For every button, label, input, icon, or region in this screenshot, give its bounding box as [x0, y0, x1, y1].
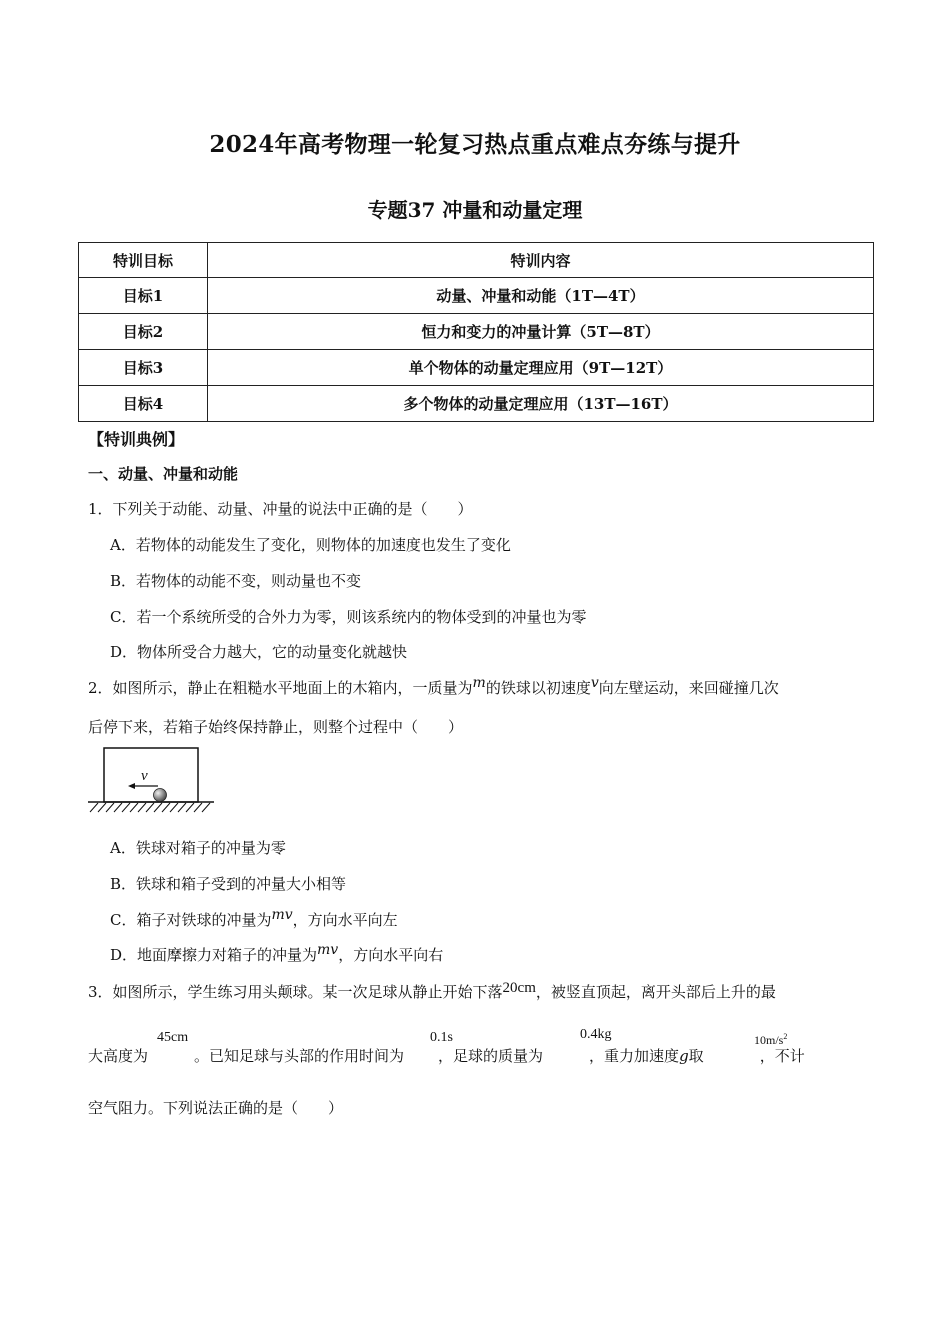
question-3-text: 取	[688, 1047, 704, 1065]
gravity-value	[754, 1032, 787, 1048]
table-row	[79, 278, 874, 314]
question-2-text: 向左壁运动，来回碰撞几次	[598, 679, 779, 697]
question-2-option-b: B．铁球和箱子受到的冲量大小相等	[110, 875, 347, 893]
question-3-text: 。已知足球与头部的作用时间为	[194, 1047, 405, 1065]
question-2-text: 2．如图所示，静止在粗糙水平地面上的木箱内，一质量为	[88, 679, 473, 697]
document-title: 2024年高考物理一轮复习热点重点难点夯练与提升	[209, 131, 741, 158]
table-cell: 目标4	[79, 386, 208, 422]
question-1-option-a: A．若物体的动能发生了变化，则物体的加速度也发生了变化	[110, 536, 511, 554]
ball-mass: 0.4kg	[580, 1027, 612, 1042]
question-1-option-c: C．若一个系统所受的合外力为零，则该系统内的物体受到的冲量也为零	[110, 608, 587, 626]
velocity-symbol: v	[590, 675, 599, 691]
gravity-exponent: 2	[783, 1032, 788, 1041]
table-cell: 目标1	[79, 278, 208, 314]
section-heading: 【特训典例】	[88, 430, 185, 449]
question-3-line-1	[88, 981, 776, 1002]
question-3-line-3: 空气阻力。下列说法正确的是（ ）	[88, 1099, 344, 1117]
question-1-option-b: B．若物体的动能不变，则动量也不变	[110, 572, 362, 590]
table-cell: 动量、冲量和动能（1T—4T）	[208, 278, 874, 314]
table-row	[79, 314, 874, 350]
question-2-option-d	[110, 944, 443, 965]
drop-height: 20cm	[502, 980, 536, 996]
question-3-text: ，被竖直顶起，离开头部后上升的最	[535, 983, 776, 1001]
question-3-text: ，足球的质量为	[438, 1047, 544, 1065]
gravity-symbol: g	[679, 1047, 689, 1065]
contact-time: 0.1s	[430, 1030, 453, 1045]
ground-hatching	[90, 803, 210, 812]
table-cell: 目标2	[79, 314, 208, 350]
gravity-value-text: 10m/s	[754, 1033, 784, 1047]
table-row	[79, 386, 874, 422]
question-2-line-1	[88, 677, 779, 698]
table-header-cell: 特训内容	[208, 243, 874, 278]
question-2-text: 的铁球以初速度	[485, 679, 591, 697]
momentum-expression: mv	[317, 942, 339, 958]
table-cell: 目标3	[79, 350, 208, 386]
iron-ball	[154, 789, 167, 802]
option-text: C．箱子对铁球的冲量为	[110, 911, 272, 929]
section-title: 一、动量、冲量和动能	[88, 465, 239, 483]
box-ball-figure	[86, 746, 216, 816]
momentum-expression: mv	[271, 907, 293, 923]
goals-table	[78, 242, 874, 422]
table-row	[79, 350, 874, 386]
mass-symbol: m	[472, 675, 486, 691]
option-text: D．地面摩擦力对箱子的冲量为	[110, 946, 318, 964]
table-header-row	[79, 243, 874, 278]
question-3-text: 3．如图所示，学生练习用头颠球。某一次足球从静止开始下落	[88, 983, 503, 1001]
question-1-option-d: D．物体所受合力越大，它的动量变化就越快	[110, 643, 408, 661]
question-3-text: ，不计	[759, 1047, 805, 1065]
rise-height: 45cm	[157, 1030, 189, 1045]
wooden-box	[104, 748, 198, 802]
question-3-text: 大高度为	[88, 1047, 149, 1065]
option-text: ，方向水平向右	[338, 946, 444, 964]
question-3-text: ，重力加速度	[589, 1047, 680, 1065]
table-cell: 恒力和变力的冲量计算（5T—8T）	[208, 314, 874, 350]
arrow-head-icon	[128, 783, 135, 789]
option-text: ，方向水平向左	[292, 911, 398, 929]
table-cell: 单个物体的动量定理应用（9T—12T）	[208, 350, 874, 386]
question-2-option-a: A．铁球对箱子的冲量为零	[110, 839, 286, 857]
question-2-option-c	[110, 909, 398, 930]
document-subtitle: 专题37 冲量和动量定理	[367, 198, 583, 222]
question-2-line-2: 后停下来，若箱子始终保持静止，则整个过程中（ ）	[88, 718, 464, 736]
velocity-label: v	[141, 768, 148, 784]
question-1-stem: 1．下列关于动能、动量、冲量的说法中正确的是（ ）	[88, 500, 473, 518]
question-3-line-2	[88, 1045, 805, 1066]
table-header-cell: 特训目标	[79, 243, 208, 278]
table-cell: 多个物体的动量定理应用（13T—16T）	[208, 386, 874, 422]
